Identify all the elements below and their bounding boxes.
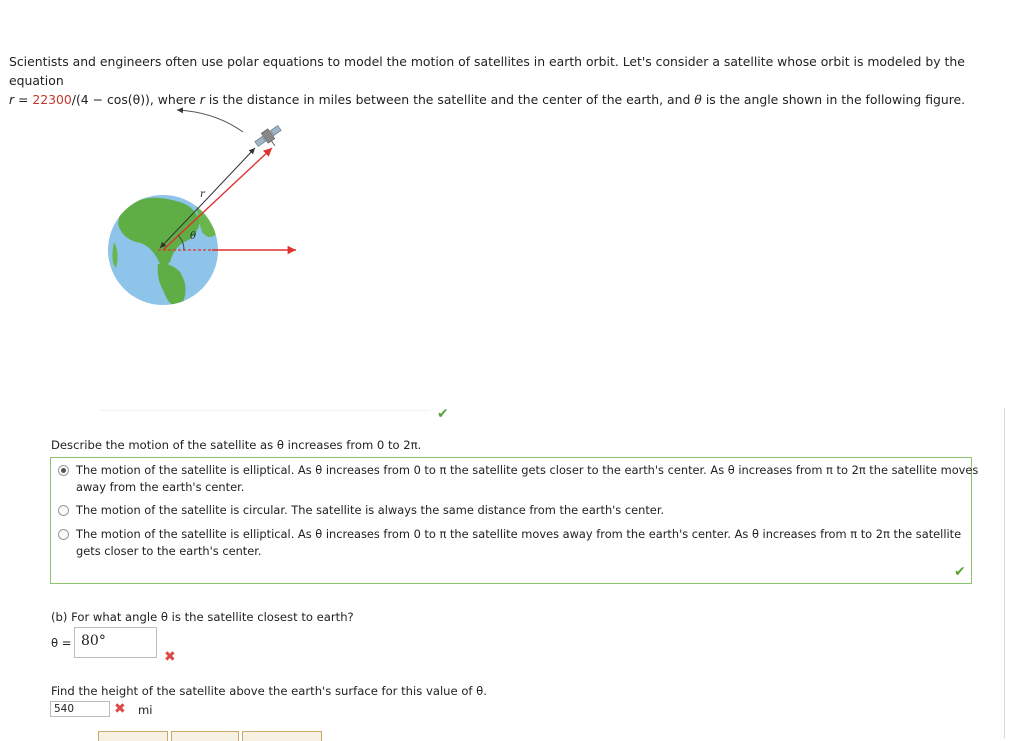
option-elliptical-away-then-closer[interactable] bbox=[58, 526, 981, 560]
r-label: r bbox=[200, 189, 205, 200]
option-circular[interactable] bbox=[58, 502, 981, 519]
theta-equals-label: θ = bbox=[51, 636, 72, 650]
section-divider bbox=[100, 410, 430, 411]
r-distance-arrow bbox=[204, 148, 255, 202]
intro-theta: θ bbox=[694, 92, 702, 107]
right-border-rule bbox=[1004, 408, 1005, 738]
intro-r: r bbox=[199, 92, 205, 107]
part-a-correct-check-icon: ✔ bbox=[954, 564, 966, 580]
equation-numerator: 22300 bbox=[32, 92, 72, 107]
equation-equals: = bbox=[14, 92, 33, 107]
option-text: The motion of the satellite is elliptical. As θ increases from 0 to π the satellite moves away from the earth's center. As θ increases from π to 2π the satellite gets closer to the earth's center. bbox=[76, 527, 962, 558]
intro-text-b: is the distance in miles between the satellite and the center of the earth, and bbox=[204, 92, 695, 107]
radio-button[interactable] bbox=[58, 505, 69, 516]
equation-denominator: /(4 − cos(θ)), bbox=[71, 92, 154, 107]
height-unit-label: mi bbox=[138, 703, 153, 717]
height-incorrect-icon: ✖ bbox=[114, 701, 126, 717]
part-a-options-box bbox=[50, 457, 979, 584]
orbit-figure bbox=[100, 92, 340, 322]
part-a-top-check-icon: ✔ bbox=[437, 406, 449, 422]
intro-text-c: is the angle shown in the following figure. bbox=[701, 92, 966, 107]
bottom-button-1[interactable] bbox=[98, 731, 168, 741]
height-answer-input[interactable]: 540 bbox=[50, 701, 110, 717]
option-text: The motion of the satellite is circular. The satellite is always the same distance from the earth's center. bbox=[76, 503, 665, 517]
part-a-question: Describe the motion of the satellite as θ increases from 0 to 2π. bbox=[51, 438, 422, 452]
part-b-question: (b) For what angle θ is the satellite closest to earth? bbox=[51, 610, 354, 624]
intro-line-1: Scientists and engineers often use polar equations to model the motion of satellites in earth orbit. Let's consider a satellite whose orbit is modeled by the equation bbox=[9, 54, 965, 88]
bottom-button-3[interactable] bbox=[242, 731, 322, 741]
height-question: Find the height of the satellite above the earth's surface for this value of θ. bbox=[51, 684, 487, 698]
radio-button-selected[interactable] bbox=[58, 465, 69, 476]
option-elliptical-closer-then-away[interactable] bbox=[58, 462, 981, 496]
part-b-incorrect-icon: ✖ bbox=[164, 649, 176, 665]
intro-text-a: where bbox=[153, 92, 200, 107]
equation-r: r bbox=[9, 92, 15, 107]
theta-answer-input[interactable]: 80° bbox=[74, 627, 157, 658]
bottom-button-2[interactable] bbox=[171, 731, 239, 741]
radio-button[interactable] bbox=[58, 529, 69, 540]
orbit-diagram bbox=[100, 92, 340, 322]
option-text: The motion of the satellite is elliptical. As θ increases from 0 to π the satellite gets closer to the earth's center. As θ increases from π to 2π the satellite moves away from the earth's center. bbox=[76, 463, 979, 494]
theta-label: θ bbox=[190, 231, 197, 242]
orbit-direction-arrow bbox=[177, 110, 243, 132]
